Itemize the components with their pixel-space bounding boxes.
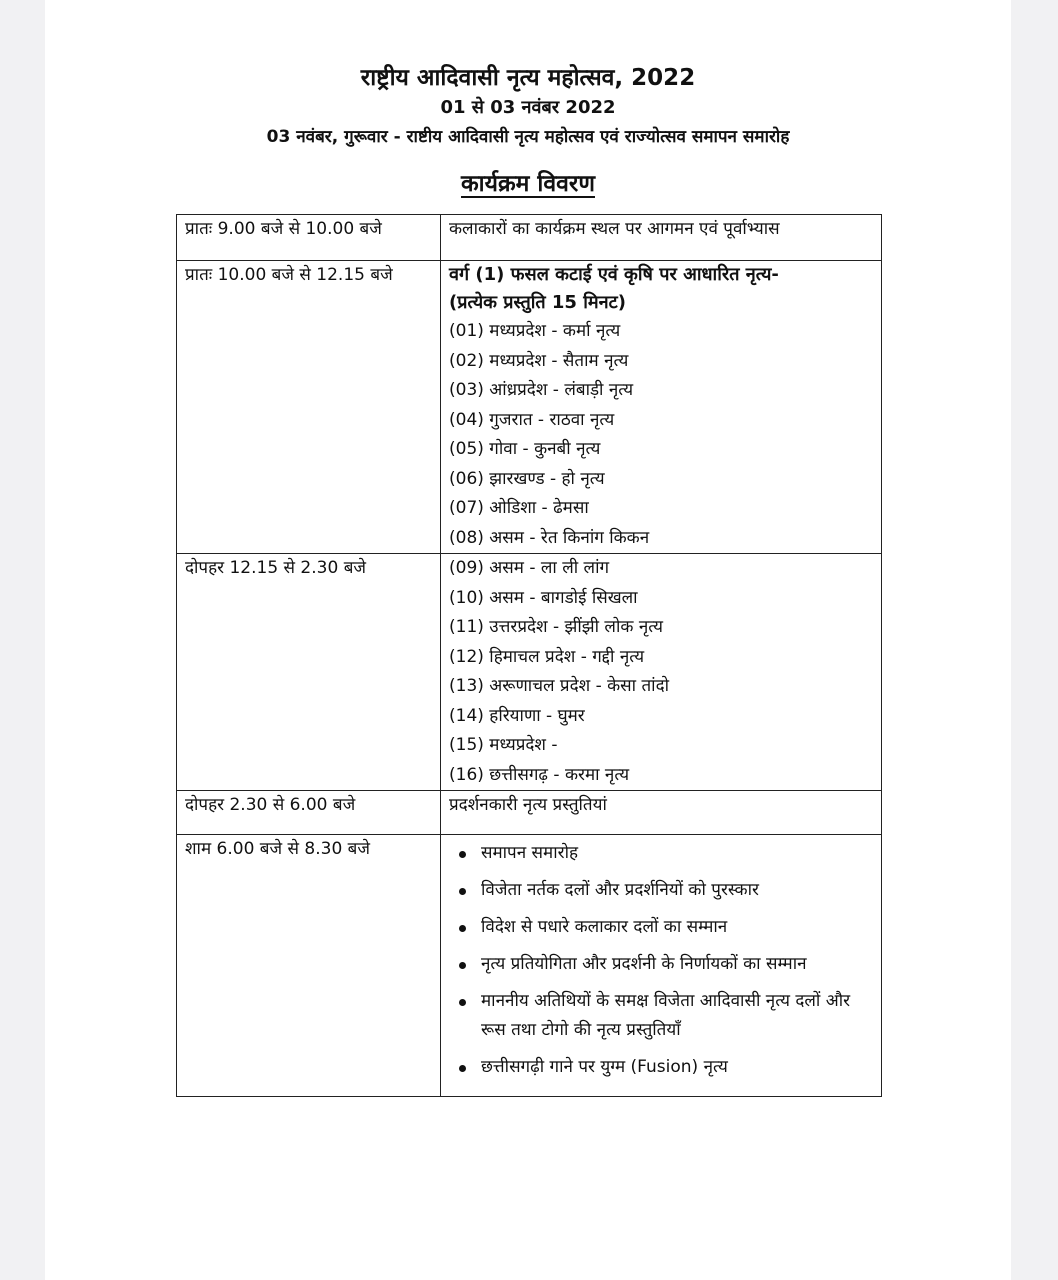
list-item: (01) मध्यप्रदेश - कर्मा नृत्य xyxy=(449,321,621,341)
table-row xyxy=(177,835,882,1097)
list-item: (12) हिमाचल प्रदेश - गद्दी नृत्य xyxy=(449,646,645,667)
list-item: (16) छत्तीसगढ़ - करमा नृत्य xyxy=(449,764,630,785)
bullet-list xyxy=(449,835,875,1096)
program-cell xyxy=(441,554,882,791)
bullet-item: छत्तीसगढ़ी गाने पर युग्म (Fusion) नृत्य xyxy=(449,1053,875,1082)
list-item: (07) ओडिशा - ढेमसा xyxy=(449,498,589,518)
list-item: (08) असम - रेत किनांग किकन xyxy=(449,527,650,548)
bullet-item: विजेता नर्तक दलों और प्रदर्शनियों को पुरस्कार xyxy=(449,876,875,905)
category-title: वर्ग (1) फसल कटाई एवं कृषि पर आधारित नृत्य- xyxy=(449,264,779,285)
category-note: (प्रत्येक प्रस्तुति 15 मिनट) xyxy=(449,292,626,313)
list-item: (09) असम - ला ली लांग xyxy=(449,558,610,578)
time-cell: प्रातः 10.00 बजे से 12.15 बजे xyxy=(177,261,441,554)
program-cell xyxy=(441,835,882,1097)
table-row xyxy=(177,261,882,554)
list-item: (03) आंध्रप्रदेश - लंबाड़ी नृत्य xyxy=(449,380,634,400)
list-item: (02) मध्यप्रदेश - सैताम नृत्य xyxy=(449,350,629,371)
event-dates: 01 से 03 नवंबर 2022 xyxy=(440,97,616,118)
document-subtitle: 03 नवंबर, गुरूवार - राष्टीय आदिवासी नृत्य महोत्सव एवं राज्योत्सव समापन समारोह xyxy=(266,127,790,147)
list-item: (14) हरियाणा - घुमर xyxy=(449,705,585,726)
list-item: (13) अरूणाचल प्रदेश - केसा तांदो xyxy=(449,676,669,696)
list-item: (10) असम - बागडोई सिखला xyxy=(449,587,638,608)
program-cell: कलाकारों का कार्यक्रम स्थल पर आगमन एवं पूर्वाभ्यास xyxy=(441,215,882,261)
time-cell: दोपहर 2.30 से 6.00 बजे xyxy=(177,791,441,835)
schedule-table xyxy=(176,214,882,1097)
bullet-item: समापन समारोह xyxy=(449,839,875,868)
bullet-item: नृत्य प्रतियोगिता और प्रदर्शनी के निर्णायकों का सम्मान xyxy=(449,950,875,979)
document-page xyxy=(45,0,1011,1280)
document-title: राष्ट्रीय आदिवासी नृत्य महोत्सव, 2022 xyxy=(360,65,696,91)
list-item: (05) गोवा - कुनबी नृत्य xyxy=(449,439,601,459)
table-row xyxy=(177,554,882,791)
section-heading xyxy=(45,166,1011,198)
table-row xyxy=(177,791,882,835)
list-item: (11) उत्तरप्रदेश - झींझी लोक नृत्य xyxy=(449,617,664,637)
section-heading-text: कार्यक्रम विवरण xyxy=(461,171,595,197)
time-cell: प्रातः 9.00 बजे से 10.00 बजे xyxy=(177,215,441,261)
table-row xyxy=(177,215,882,261)
program-cell xyxy=(441,261,882,554)
program-cell: प्रदर्शनकारी नृत्य प्रस्तुतियां xyxy=(441,791,882,835)
time-cell: शाम 6.00 बजे से 8.30 बजे xyxy=(177,835,441,1097)
time-cell: दोपहर 12.15 से 2.30 बजे xyxy=(177,554,441,791)
bullet-item: विदेश से पधारे कलाकार दलों का सम्मान xyxy=(449,913,875,942)
bullet-item: माननीय अतिथियों के समक्ष विजेता आदिवासी नृत्य दलों और रूस तथा टोगो की नृत्य प्रस्तुतियाँ xyxy=(449,987,875,1045)
list-item: (06) झारखण्ड - हो नृत्य xyxy=(449,468,605,489)
list-item: (15) मध्यप्रदेश - xyxy=(449,735,558,755)
list-item: (04) गुजरात - राठवा नृत्य xyxy=(449,409,615,430)
